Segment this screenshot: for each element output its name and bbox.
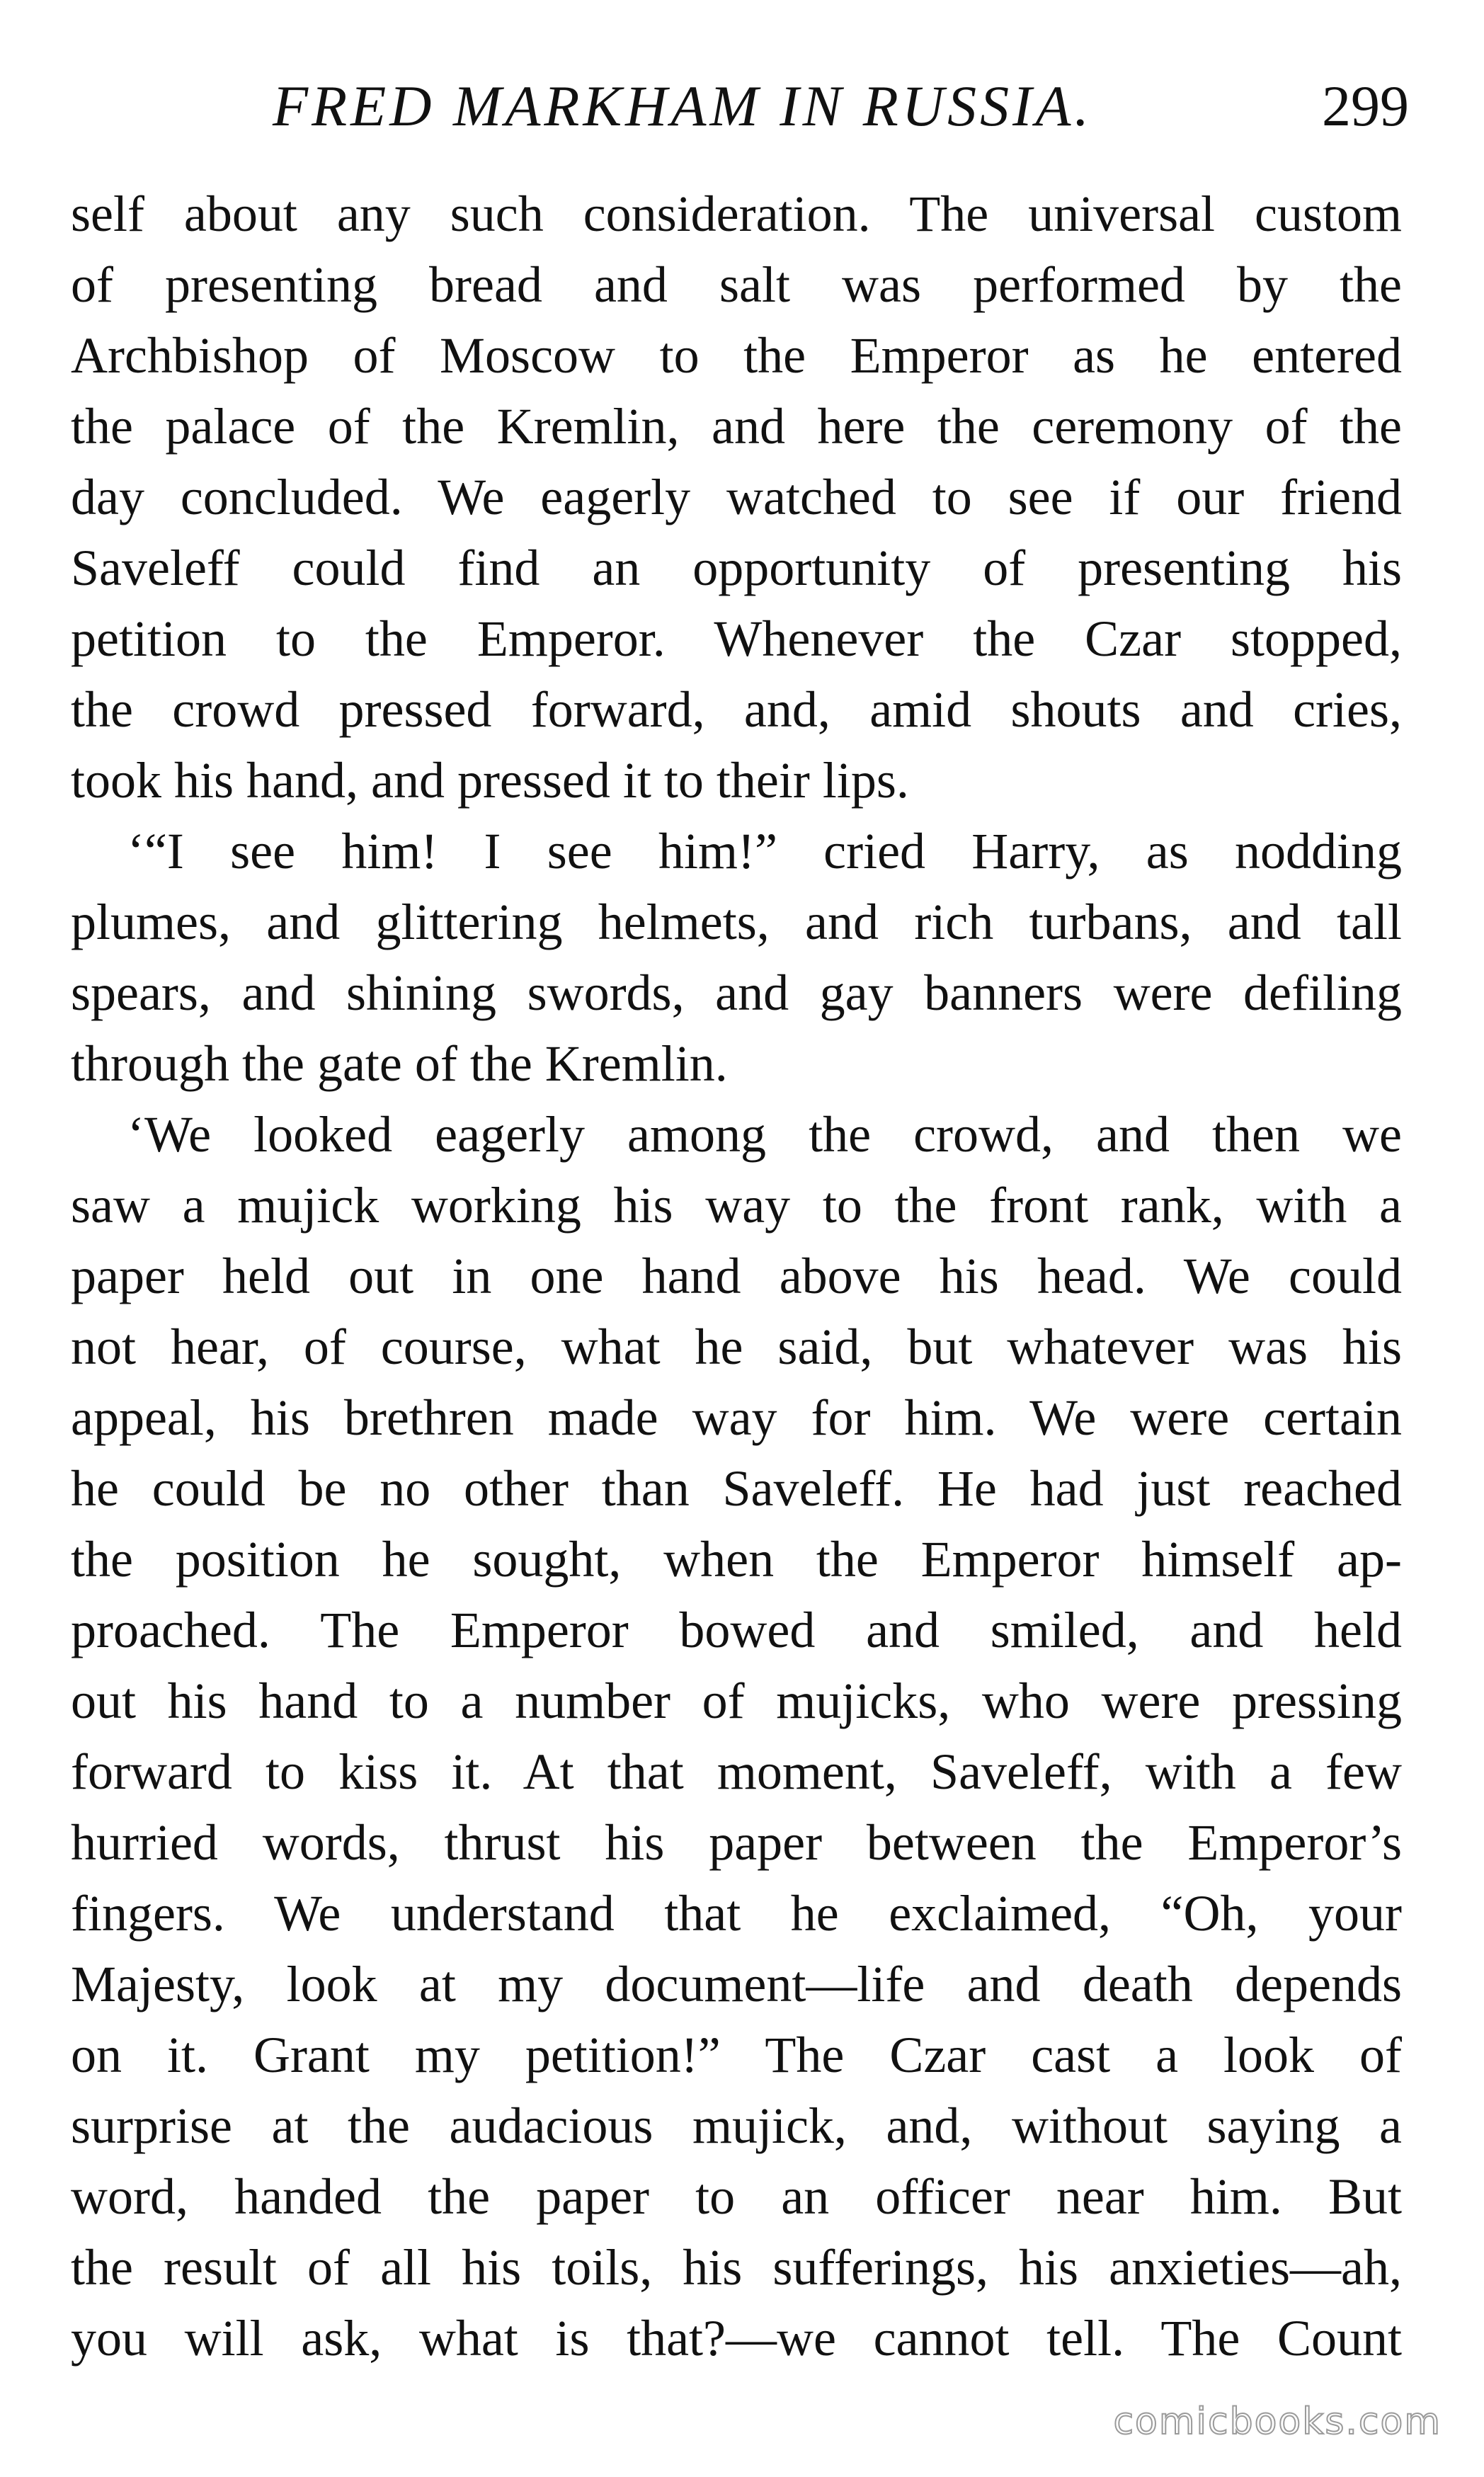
text-line: the palace of the Kremlin, and here the ceremony of the (71, 398, 1402, 455)
text-line: the result of all his toils, his sufferings, his anxieties—ah, (71, 2239, 1402, 2296)
text-line: day concluded. We eagerly watched to see if our friend (71, 469, 1402, 525)
running-head (71, 67, 1409, 145)
text-line: spears, and shining swords, and gay banners were defiling (71, 964, 1402, 1021)
text-line: Majesty, look at my document—life and death depends (71, 1956, 1402, 2012)
text-line: paper held out in one hand above his head. We could (71, 1248, 1402, 1304)
text-line: appeal, his brethren made way for him. We were certain (71, 1389, 1402, 1446)
text-line: out his hand to a number of mujicks, who were pressing (71, 1673, 1402, 1729)
text-line: fingers. We understand that he exclaimed, “Oh, your (71, 1885, 1402, 1942)
text-line: plumes, and glittering helmets, and rich turbans, and tall (71, 894, 1402, 950)
text-line: he could be no other than Saveleff. He had just reached (71, 1460, 1402, 1517)
text-line: took his hand, and pressed it to their lips. (71, 752, 909, 809)
text-line: ‘We looked eagerly among the crowd, and then we (127, 1106, 1402, 1163)
text-line: saw a mujick working his way to the front rank, with a (71, 1177, 1402, 1234)
body-text (71, 178, 1402, 2374)
text-line: hurried words, thrust his paper between the Emperor’s (71, 1814, 1402, 1871)
text-line: not hear, of course, what he said, but whatever was his (71, 1319, 1402, 1375)
page-number: 299 (1322, 74, 1409, 138)
text-line: through the gate of the Kremlin. (71, 1035, 728, 1092)
text-line: word, handed the paper to an officer near him. But (71, 2168, 1402, 2225)
text-line: self about any such consideration. The universal custom (71, 186, 1402, 242)
text-line: Saveleff could find an opportunity of presenting his (71, 540, 1402, 596)
text-line: ‘“I see him! I see him!” cried Harry, as nodding (127, 823, 1402, 879)
text-line: the crowd pressed forward, and, amid shouts and cries, (71, 681, 1402, 738)
text-line: on it. Grant my petition!” The Czar cast a look of (71, 2027, 1402, 2083)
text-line: you will ask, what is that?—we cannot tell. The Count (71, 2310, 1402, 2367)
text-line: the position he sought, when the Emperor himself ap- (71, 1531, 1402, 1588)
text-line: proached. The Emperor bowed and smiled, and held (71, 1602, 1402, 1658)
text-line: forward to kiss it. At that moment, Saveleff, with a few (71, 1743, 1402, 1800)
running-title: FRED MARKHAM IN RUSSIA. (273, 74, 1092, 138)
watermark: comicbooks.com (1113, 2401, 1442, 2443)
text-line: surprise at the audacious mujick, and, without saying a (71, 2097, 1402, 2154)
text-line: petition to the Emperor. Whenever the Czar stopped, (71, 610, 1402, 667)
text-line: Archbishop of Moscow to the Emperor as he entered (71, 327, 1402, 384)
text-line: of presenting bread and salt was performed by the (71, 256, 1402, 313)
